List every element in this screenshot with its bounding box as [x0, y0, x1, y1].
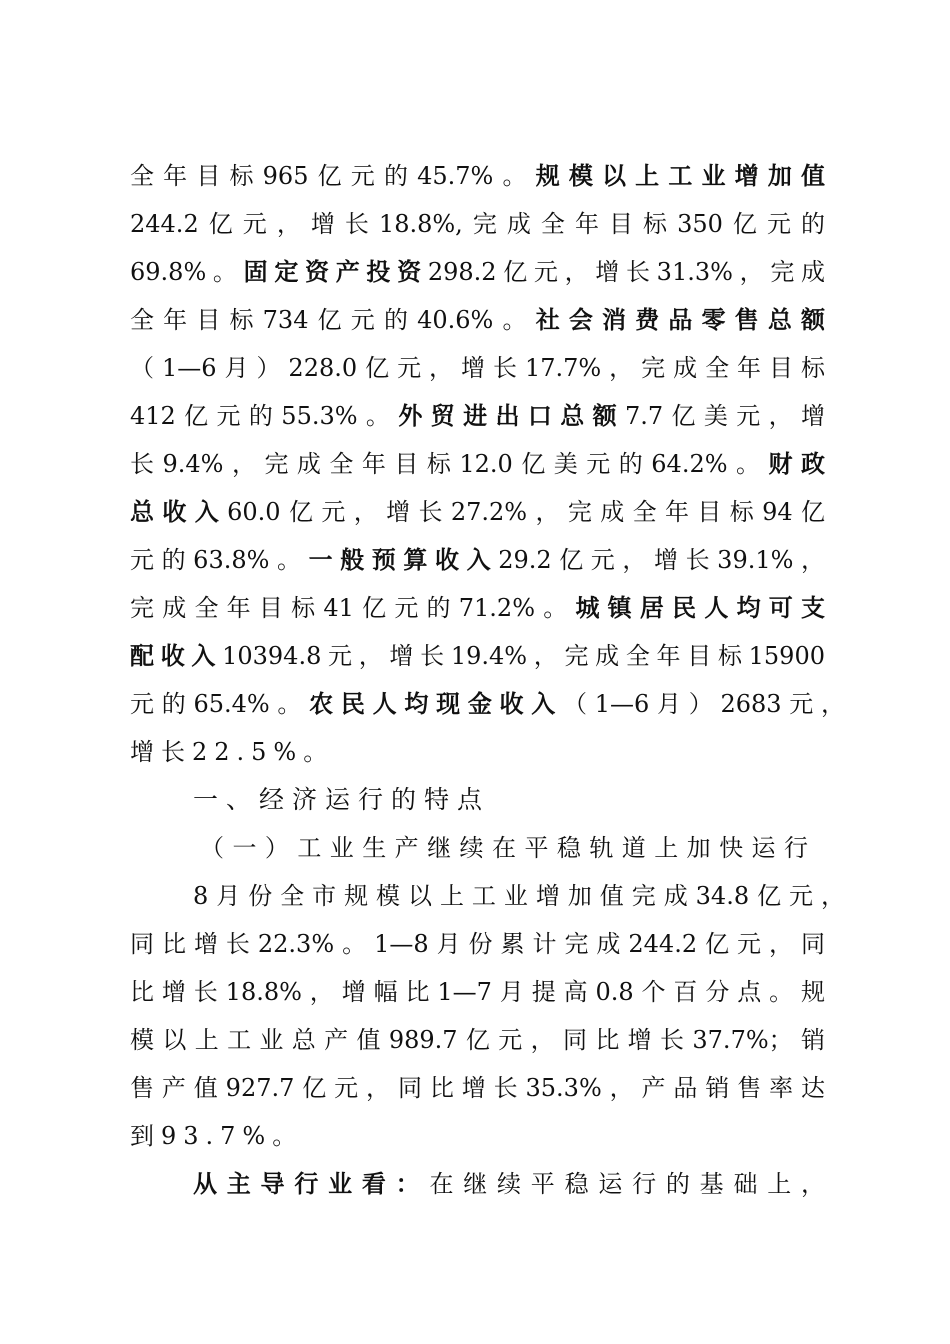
text-run: 8月份全市规模以上工业增加值完成34.8亿元， [193, 882, 845, 910]
text-line [193, 1164, 825, 1204]
text-run: 元的65.4%。 [130, 690, 310, 718]
bold-term: 固定资产投资 [243, 258, 428, 286]
text-line [130, 924, 825, 964]
text-line [130, 348, 825, 388]
section-heading: 一、经济运行的特点 [193, 785, 491, 814]
bold-term: 城镇居民人均可支 [575, 594, 826, 622]
text-line [130, 588, 825, 628]
text-line [130, 684, 845, 724]
text-line [130, 252, 825, 292]
text-run: 7.7亿美元，增 [624, 402, 826, 430]
text-run: 长9.4%，完成全年目标12.0亿美元的64.2%。 [130, 450, 769, 478]
bold-term: 外贸进出口总额 [398, 402, 625, 430]
text-run: （1—6月）2683元， [563, 690, 846, 718]
text-run: 元的63.8%。 [130, 546, 309, 574]
bold-term: 一般预算收入 [308, 546, 499, 574]
text-run: 比增长18.8%，增幅比1—7月提高0.8个百分点。规 [130, 978, 825, 1006]
text-line [130, 1116, 825, 1156]
text-run: 29.2亿元，增长39.1%， [498, 546, 826, 574]
text-run: 同比增长22.3%。1—8月份累计完成244.2亿元，同 [130, 930, 825, 958]
text-run: 298.2亿元，增长31.3%，完成 [427, 258, 826, 286]
text-line [130, 300, 825, 340]
text-run: 售产值927.7亿元，同比增长35.3%，产品销售率达 [130, 1074, 825, 1102]
text-run: 在继续平稳运行的基础上， [429, 1170, 826, 1198]
text-run: 69.8%。 [130, 258, 244, 286]
text-line [130, 204, 825, 244]
subsection-heading: （一）工业生产继续在平稳轨道上加快运行 [200, 834, 808, 862]
text-line [130, 492, 825, 532]
bold-term: 财政 [768, 450, 826, 478]
text-run: 60.0亿元，增长27.2%，完成全年目标94亿 [227, 498, 826, 526]
text-run: 完成全年目标41亿元的71.2%。 [130, 594, 576, 622]
bold-term: 社会消费品零售总额 [535, 306, 825, 334]
text-line [130, 972, 825, 1012]
text-line [130, 396, 825, 436]
bold-term: 从主导行业看： [193, 1170, 430, 1198]
text-run: 412亿元的55.3%。 [130, 402, 399, 430]
text-run: （1—6月）228.0亿元，增长17.7%，完成全年目标 [130, 354, 825, 382]
text-run: 244.2亿元，增长18.8%,完成全年目标350亿元的 [130, 210, 825, 238]
text-line [130, 540, 825, 580]
text-line [130, 1020, 825, 1060]
text-run: 到93.7%。 [130, 1122, 304, 1150]
bold-term: 规模以上工业增加值 [535, 162, 825, 190]
bold-term: 农民人均现金收入 [309, 690, 564, 718]
text-run: 全年目标965亿元的45.7%。 [130, 162, 536, 190]
text-run: 增长22.5%。 [130, 738, 335, 766]
text-run: 10394.8元，增长19.4%，完成全年目标15900 [222, 642, 825, 670]
bold-term: 配收入 [130, 642, 223, 670]
text-line [130, 444, 825, 484]
text-line [130, 732, 825, 772]
bold-term: 总收入 [130, 498, 228, 526]
text-line [130, 156, 825, 196]
text-run: 全年目标734亿元的40.6%。 [130, 306, 536, 334]
text-line [193, 876, 845, 916]
text-run: 模以上工业总产值989.7亿元，同比增长37.7%；销 [130, 1026, 825, 1054]
text-line [130, 1068, 825, 1108]
text-line [130, 636, 825, 676]
